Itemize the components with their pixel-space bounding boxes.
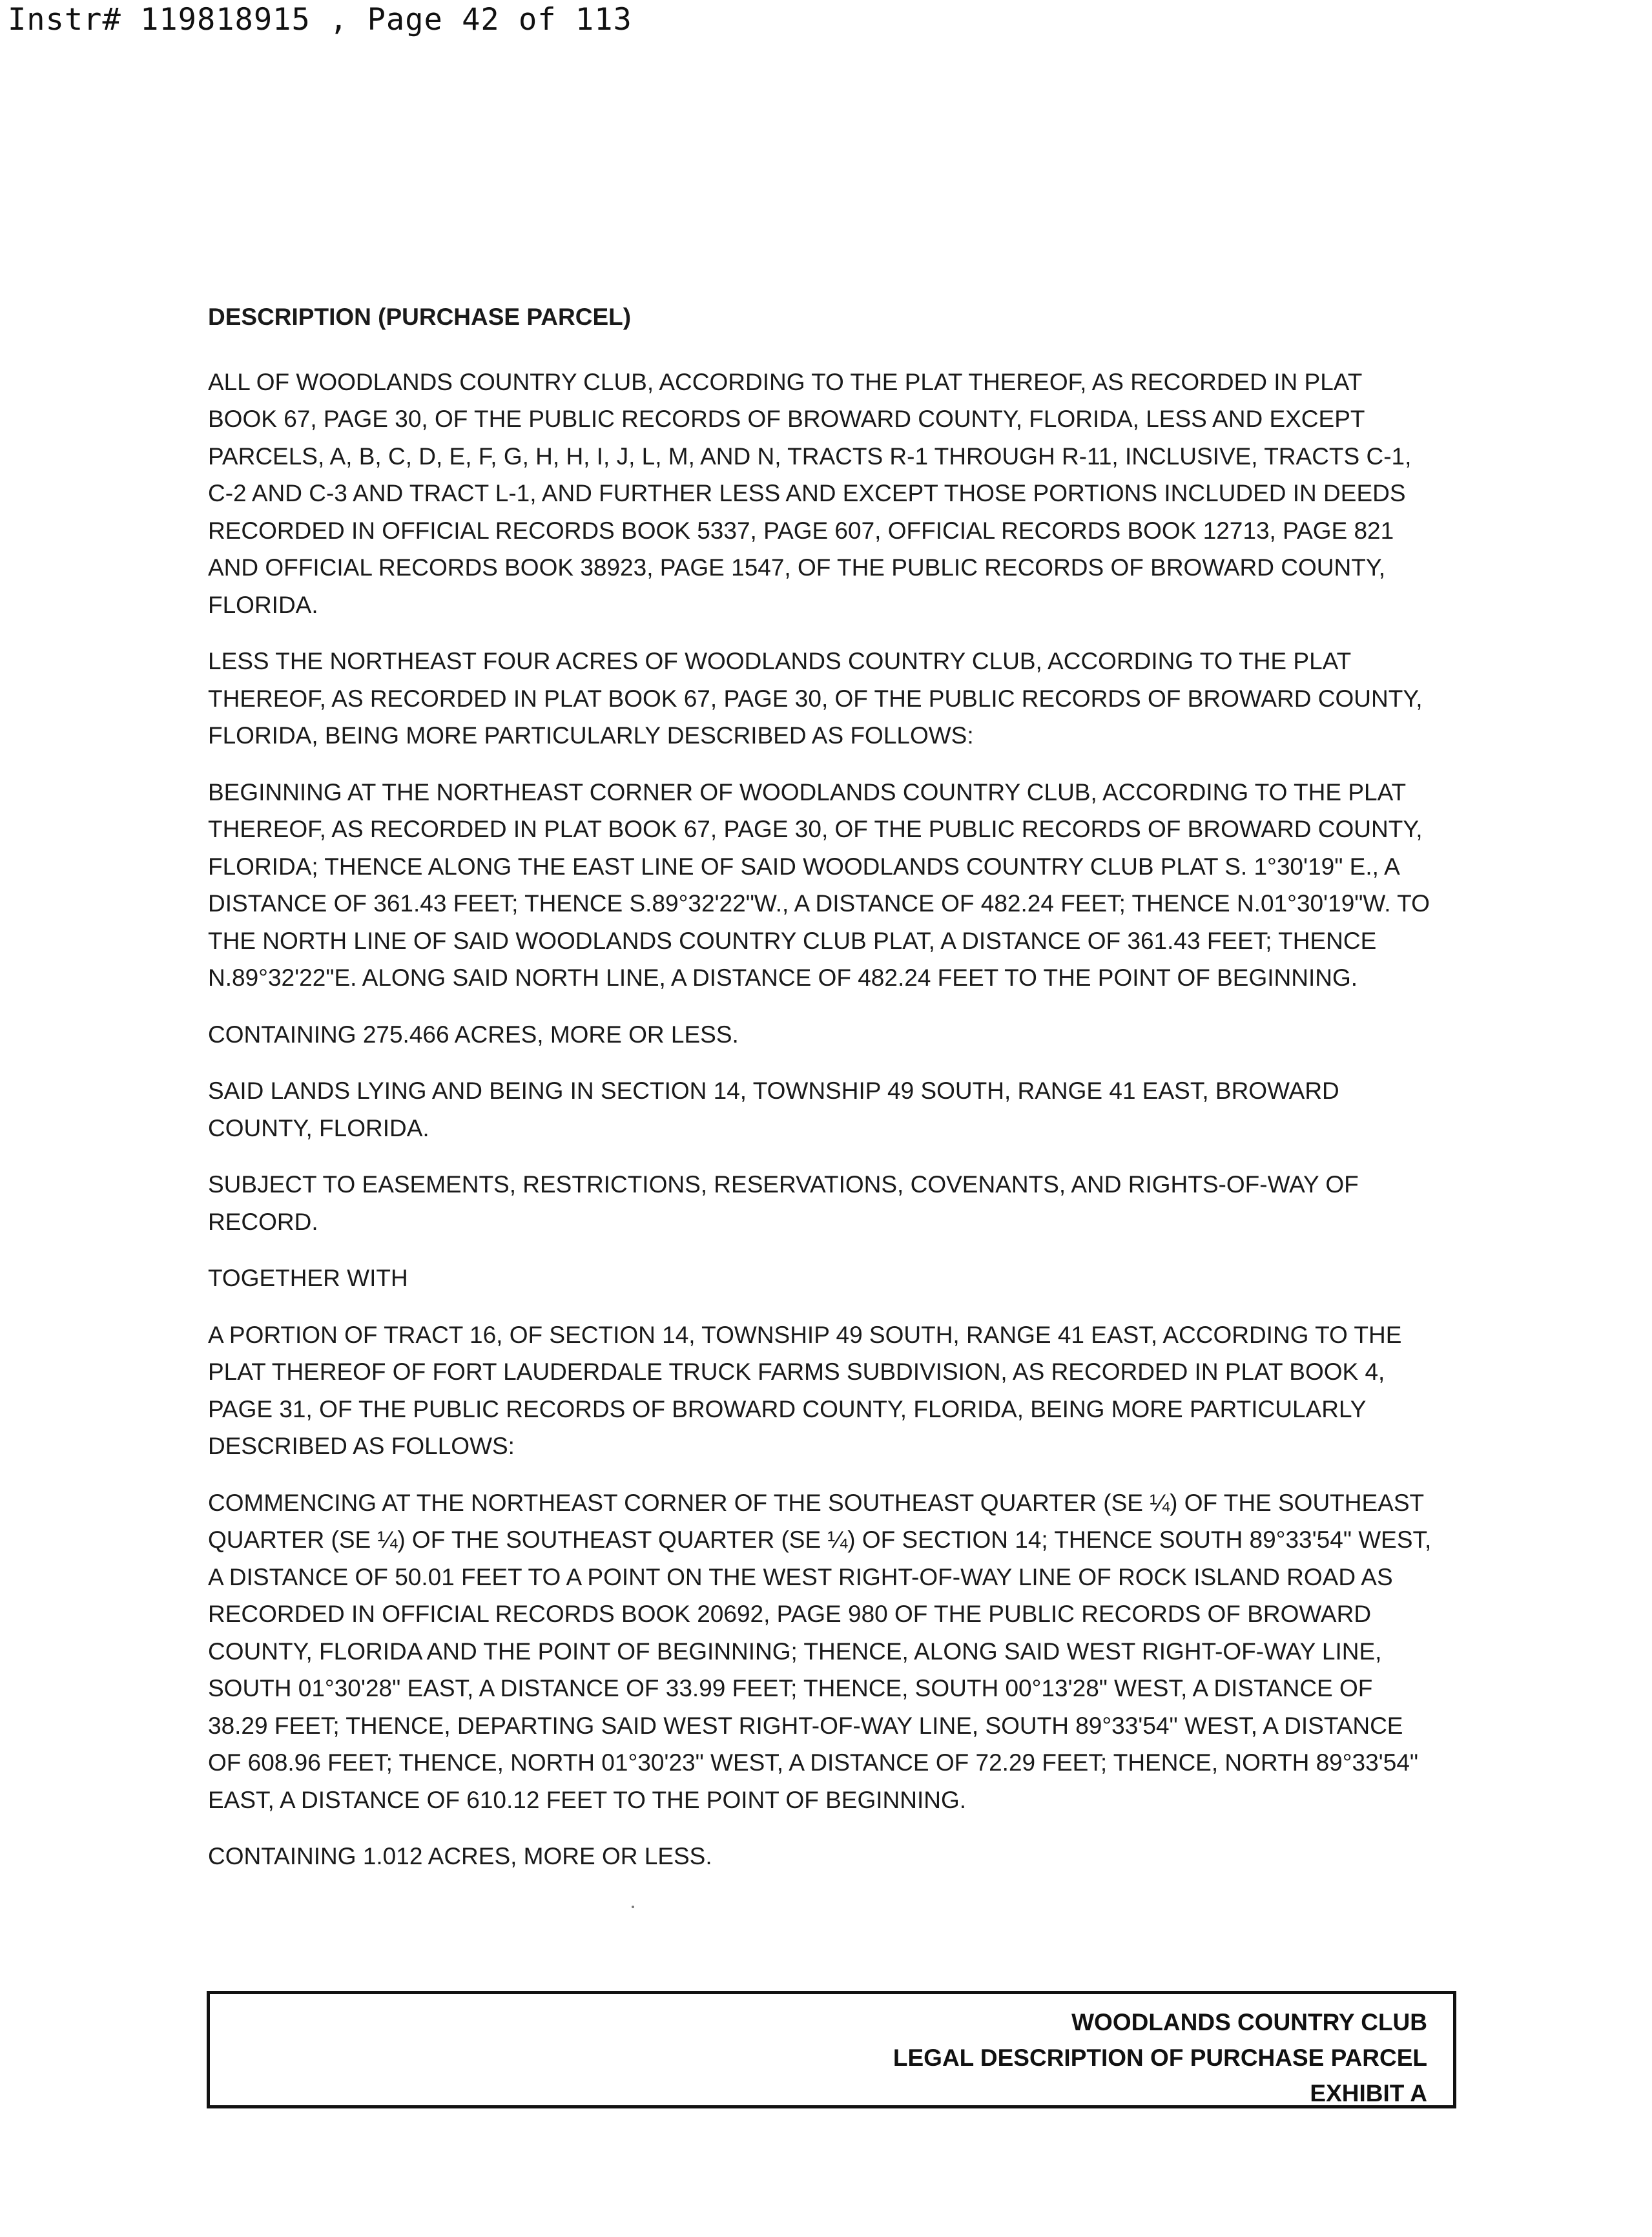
section-heading: DESCRIPTION (PURCHASE PARCEL) bbox=[208, 304, 632, 330]
paragraph-containing-acres: CONTAINING 275.466 ACRES, MORE OR LESS. bbox=[208, 1021, 739, 1048]
paragraph-all-of-woodlands: ALL OF WOODLANDS COUNTRY CLUB, ACCORDING TO THE PLAT THEREOF, AS RECORDED IN PLAT BOOK 67, PAGE 30, OF THE PUBLIC RECORDS OF BROWARD COUNTY, FLORIDA, LESS AND EXCEPT PARCELS, A, B, C, D, E, F, G, H, H, I, J, L, M, AND N, TRACTS R-1 THROUGH R-11, INCLUSIVE, TRACTS C-1, C-2 AND C-3 AND TRACT L-1, AND FURTHER LESS AND EXCEPT THOSE PORTIONS INCLUDED IN DEEDS RECORDED IN OFFICIAL RECORDS BOOK 5337, PAGE 607, OFFICIAL RECORDS BOOK 12713, PAGE 821 AND OFFICIAL RECORDS BOOK 38923, PAGE 1547, OF THE PUBLIC RECORDS OF BROWARD COUNTY, FLORIDA. bbox=[208, 368, 1412, 618]
paragraph-portion-of-tract-16: A PORTION OF TRACT 16, OF SECTION 14, TOWNSHIP 49 SOUTH, RANGE 41 EAST, ACCORDING TO THE PLAT THEREOF OF FORT LAUDERDALE TRUCK FARMS SUBDIVISION, AS RECORDED IN PLAT BOOK 4, PAGE 31, OF THE PUBLIC RECORDS OF BROWARD COUNTY, FLORIDA, BEING MORE PARTICULARLY DESCRIBED AS FOLLOWS: bbox=[208, 1321, 1402, 1459]
paragraph-said-lands-lying: SAID LANDS LYING AND BEING IN SECTION 14, TOWNSHIP 49 SOUTH, RANGE 41 EAST, BROWARD COUNTY, FLORIDA. bbox=[208, 1077, 1339, 1141]
legal-description-body bbox=[208, 298, 1435, 1895]
paragraph-commencing-at-northeast-corner: COMMENCING AT THE NORTHEAST CORNER OF THE SOUTHEAST QUARTER (SE ¼) OF THE SOUTHEAST QUARTER (SE ¼) OF THE SOUTHEAST QUARTER (SE ¼) OF SECTION 14; THENCE SOUTH 89°33'54" WEST, A DISTANCE OF 50.01 FEET TO A POINT ON THE WEST RIGHT-OF-WAY LINE OF ROCK ISLAND ROAD AS RECORDED IN OFFICIAL RECORDS BOOK 20692, PAGE 980 OF THE PUBLIC RECORDS OF BROWARD COUNTY, FLORIDA AND THE POINT OF BEGINNING; THENCE, ALONG SAID WEST RIGHT-OF-WAY LINE, SOUTH 01°30'28" EAST, A DISTANCE OF 33.99 FEET; THENCE, SOUTH 00°13'28" WEST, A DISTANCE OF 38.29 FEET; THENCE, DEPARTING SAID WEST RIGHT-OF-WAY LINE, SOUTH 89°33'54" WEST, A DISTANCE OF 608.96 FEET; THENCE, NORTH 01°30'23" WEST, A DISTANCE OF 72.29 FEET; THENCE, NORTH 89°33'54" EAST, A DISTANCE OF 610.12 FEET TO THE POINT OF BEGINNING. bbox=[208, 1489, 1432, 1813]
exhibit-label: EXHIBIT A bbox=[1310, 2080, 1427, 2107]
paragraph-together-with: TOGETHER WITH bbox=[208, 1265, 408, 1291]
paragraph-containing-acres-2: CONTAINING 1.012 ACRES, MORE OR LESS. bbox=[208, 1843, 712, 1869]
exhibit-project-name: WOODLANDS COUNTRY CLUB bbox=[1071, 2009, 1427, 2035]
exhibit-description: LEGAL DESCRIPTION OF PURCHASE PARCEL bbox=[893, 2045, 1427, 2071]
exhibit-title-box bbox=[207, 1991, 1456, 2108]
paragraph-subject-to-easements: SUBJECT TO EASEMENTS, RESTRICTIONS, RESERVATIONS, COVENANTS, AND RIGHTS-OF-WAY OF RECORD. bbox=[208, 1171, 1359, 1235]
paragraph-less-northeast-four-acres: LESS THE NORTHEAST FOUR ACRES OF WOODLANDS COUNTRY CLUB, ACCORDING TO THE PLAT THEREOF, AS RECORDED IN PLAT BOOK 67, PAGE 30, OF THE PUBLIC RECORDS OF BROWARD COUNTY, FLORIDA, BEING MORE PARTICULARLY DESCRIBED AS FOLLOWS: bbox=[208, 648, 1423, 749]
instrument-page-stamp: Instr# 119818915 , Page 42 of 113 bbox=[8, 2, 632, 37]
paragraph-beginning-at-northeast-corner: BEGINNING AT THE NORTHEAST CORNER OF WOODLANDS COUNTRY CLUB, ACCORDING TO THE PLAT THEREOF, AS RECORDED IN PLAT BOOK 67, PAGE 30, OF THE PUBLIC RECORDS OF BROWARD COUNTY, FLORIDA; THENCE ALONG THE EAST LINE OF SAID WOODLANDS COUNTRY CLUB PLAT S. 1°30'19" E., A DISTANCE OF 361.43 FEET; THENCE S.89°32'22"W., A DISTANCE OF 482.24 FEET; THENCE N.01°30'19"W. TO THE NORTH LINE OF SAID WOODLANDS COUNTRY CLUB PLAT, A DISTANCE OF 361.43 FEET; THENCE N.89°32'22"E. ALONG SAID NORTH LINE, A DISTANCE OF 482.24 FEET TO THE POINT OF BEGINNING. bbox=[208, 778, 1430, 991]
scan-speck bbox=[632, 1906, 634, 1908]
